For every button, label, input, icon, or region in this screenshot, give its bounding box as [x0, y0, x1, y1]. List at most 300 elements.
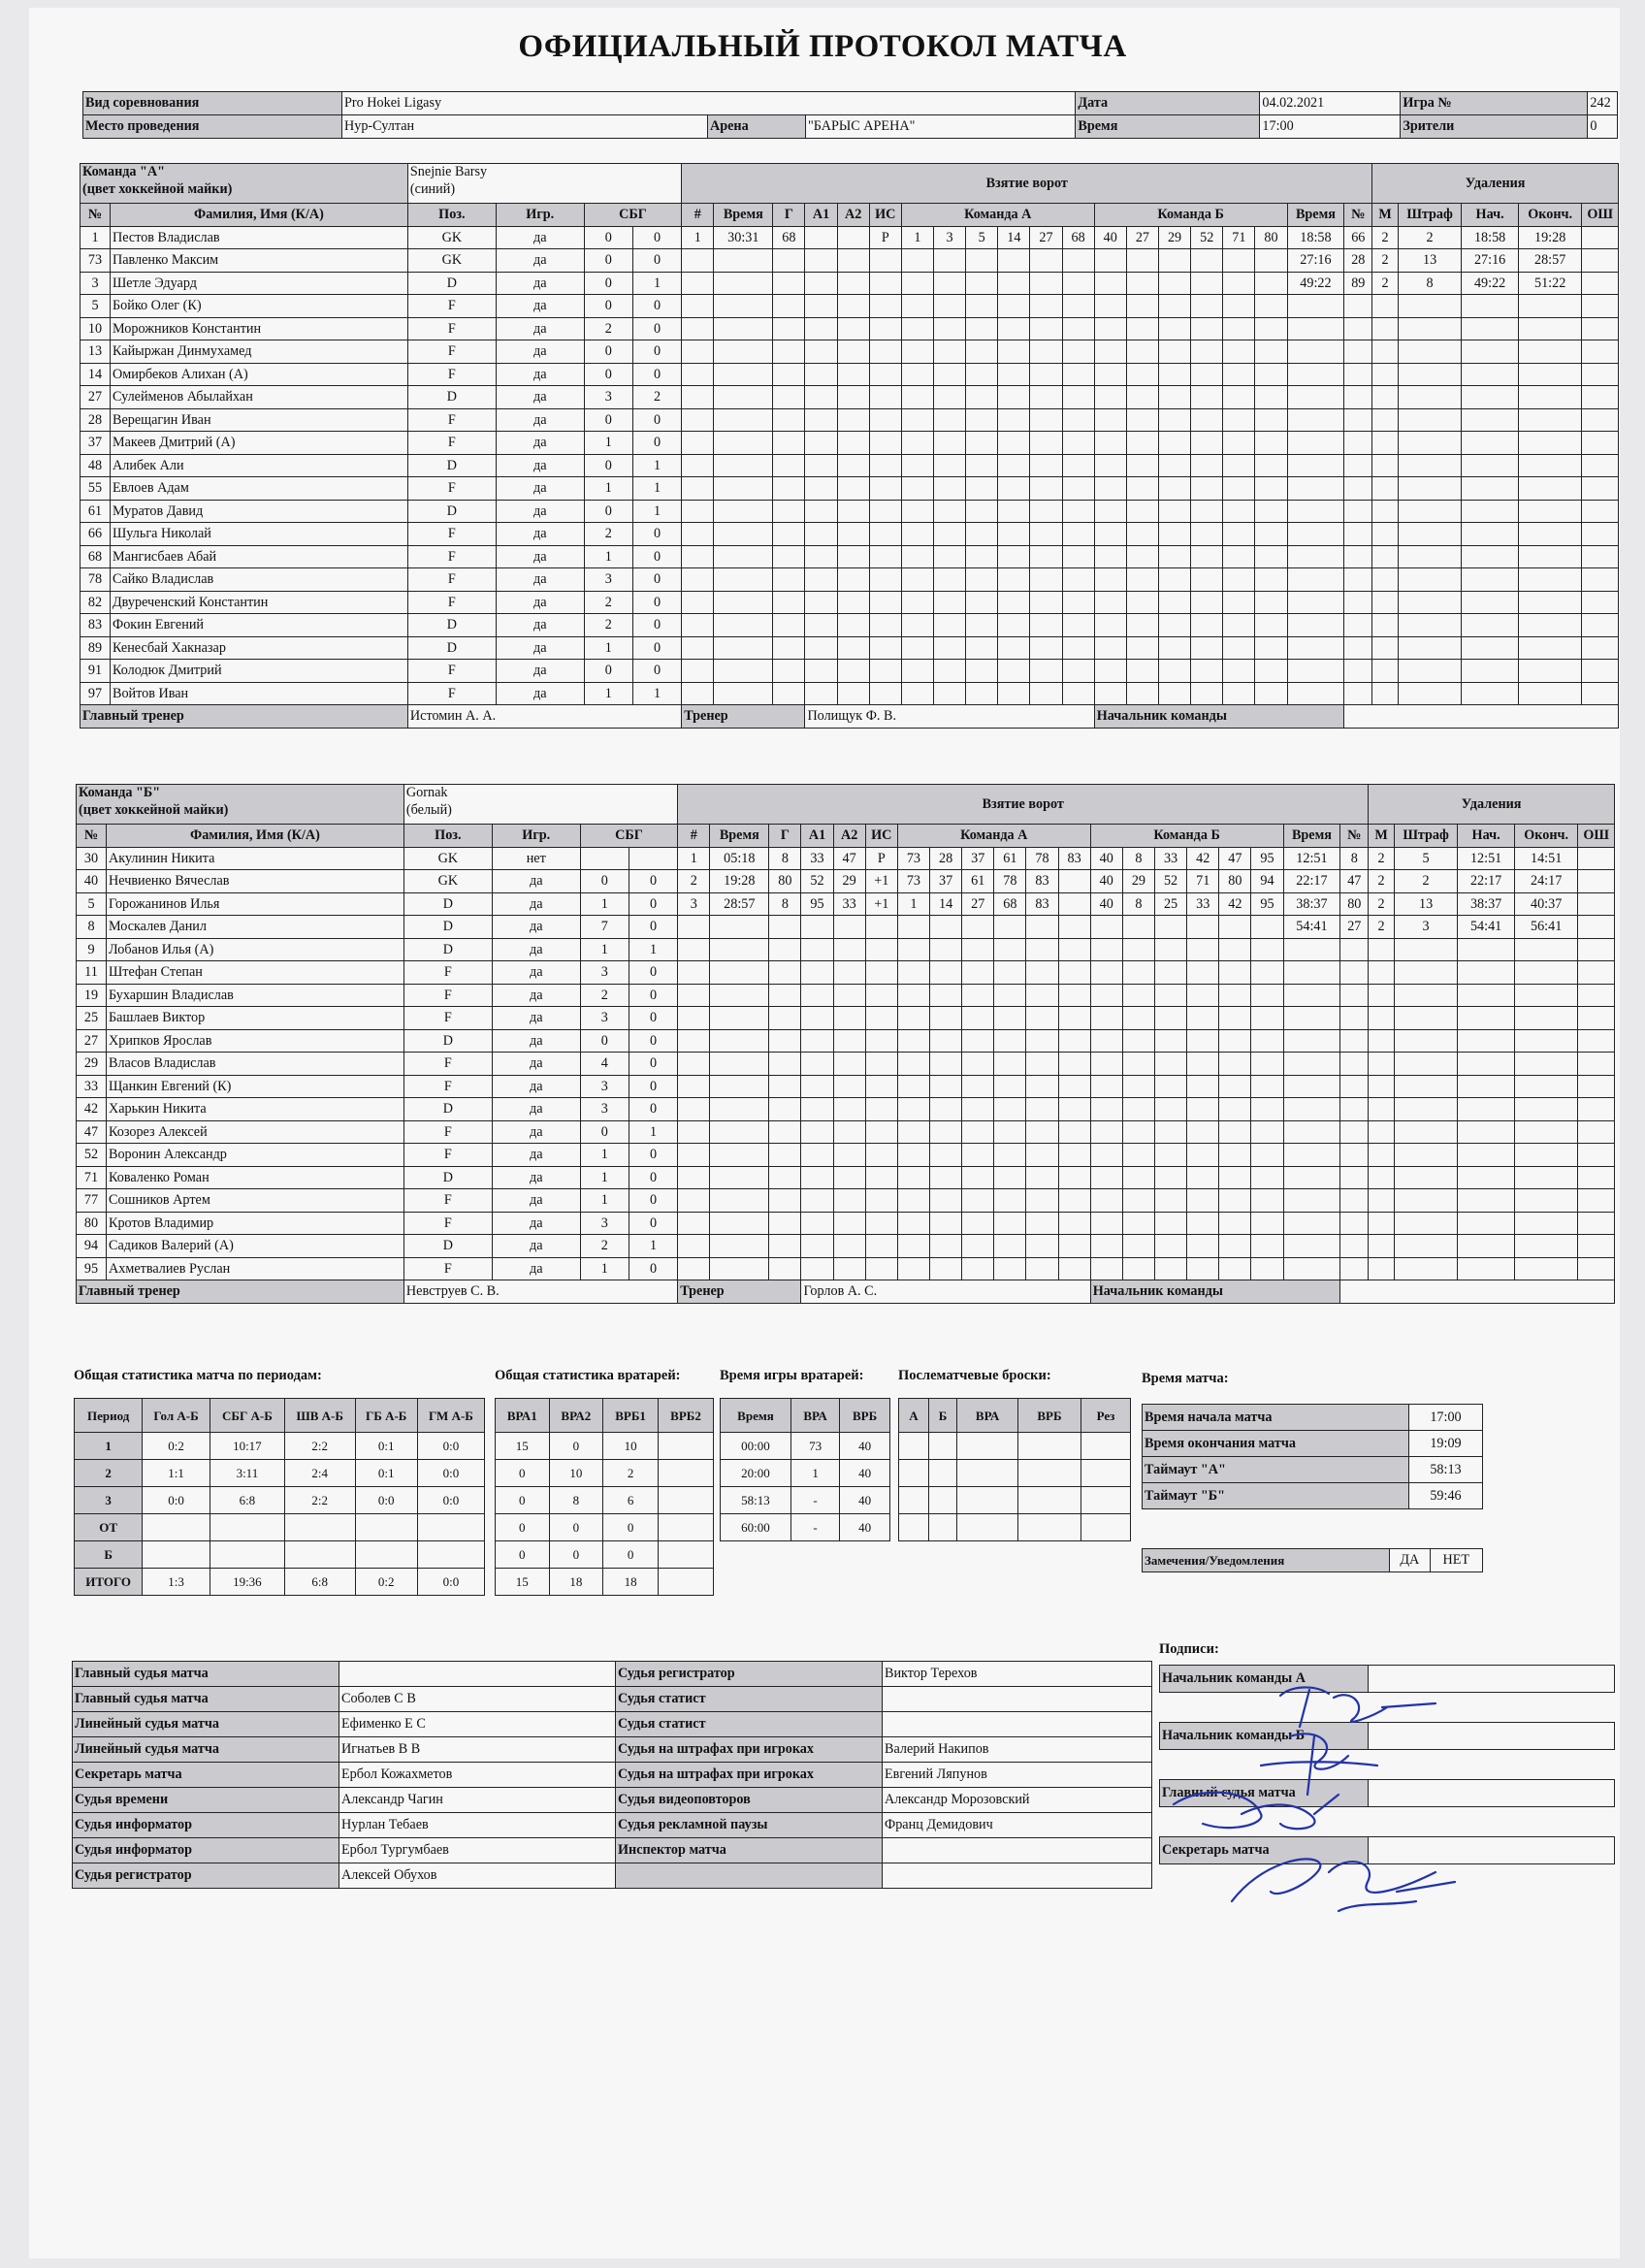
empty-cell	[837, 545, 869, 568]
empty-cell	[1219, 1075, 1251, 1098]
empty-cell	[966, 295, 998, 318]
empty-cell	[1283, 1189, 1340, 1213]
empty-cell	[1158, 636, 1190, 660]
period-stats-cell	[284, 1514, 355, 1541]
player-goals: 1	[632, 272, 681, 295]
empty-cell	[966, 591, 998, 614]
empty-cell	[1030, 295, 1062, 318]
player-name: Козорез Алексей	[107, 1120, 404, 1144]
empty-cell	[801, 1166, 833, 1189]
empty-cell	[1519, 477, 1582, 501]
empty-cell	[966, 614, 998, 637]
empty-cell	[1369, 961, 1395, 985]
empty-cell	[1122, 938, 1154, 961]
empty-cell	[1519, 363, 1582, 386]
player-position: F	[403, 1120, 492, 1144]
empty-cell	[1255, 386, 1287, 409]
player-played: да	[496, 386, 584, 409]
empty-cell	[1251, 1029, 1283, 1053]
spectators-label: Зрители	[1401, 115, 1588, 139]
goalie-stats-cell: 10	[603, 1433, 659, 1460]
empty-cell	[1158, 568, 1190, 592]
goalie-stats-cell: 0	[496, 1514, 550, 1541]
shootout-cell	[928, 1487, 956, 1514]
player-row	[77, 984, 1615, 1007]
penalty-num: 27	[1340, 916, 1369, 939]
empty-cell	[714, 249, 773, 273]
player-goals: 0	[629, 1029, 677, 1053]
empty-cell	[833, 1189, 865, 1213]
goalie-stats-cell: 0	[603, 1541, 659, 1569]
player-played: да	[496, 454, 584, 477]
player-shots: 2	[580, 1235, 629, 1258]
empty-cell	[1344, 591, 1372, 614]
empty-cell	[1090, 1029, 1122, 1053]
empty-cell	[1026, 1257, 1058, 1280]
empty-cell	[682, 272, 714, 295]
empty-cell	[1462, 682, 1519, 705]
empty-cell	[1398, 408, 1461, 432]
empty-cell	[1340, 1144, 1369, 1167]
match-time-label: Время окончания матча	[1143, 1431, 1409, 1457]
empty-cell	[678, 1144, 710, 1167]
player-number: 14	[81, 363, 111, 386]
player-row	[81, 317, 1619, 340]
player-shots: 0	[580, 1029, 629, 1053]
goalie-stats-cell: 8	[549, 1487, 603, 1514]
period-stats-cell: 1	[75, 1433, 143, 1460]
period-stats-cell: 2:2	[284, 1487, 355, 1514]
official-name: Игнатьев В В	[339, 1737, 616, 1763]
player-number: 9	[77, 938, 107, 961]
match-time-title: Время матча:	[1142, 1371, 1229, 1386]
empty-cell	[1578, 1029, 1615, 1053]
empty-cell	[1090, 1098, 1122, 1121]
empty-cell	[1287, 523, 1344, 546]
shootout-header: Рез	[1081, 1399, 1130, 1433]
empty-cell	[1191, 614, 1223, 637]
player-number: 68	[81, 545, 111, 568]
goalie-stats-row	[496, 1514, 714, 1541]
player-name: Войтов Иван	[111, 682, 408, 705]
player-row	[77, 1235, 1615, 1258]
empty-cell	[1398, 636, 1461, 660]
empty-cell	[1223, 636, 1255, 660]
empty-cell	[1372, 408, 1399, 432]
empty-cell	[1255, 340, 1287, 364]
empty-cell	[1582, 317, 1619, 340]
empty-cell	[1519, 454, 1582, 477]
empty-cell	[1062, 682, 1094, 705]
empty-cell	[773, 432, 805, 455]
empty-cell	[1090, 1235, 1122, 1258]
player-shots: 3	[584, 568, 632, 592]
empty-cell	[805, 408, 837, 432]
empty-cell	[869, 340, 901, 364]
empty-cell	[1398, 386, 1461, 409]
empty-cell	[1372, 340, 1399, 364]
empty-cell	[1344, 477, 1372, 501]
empty-cell	[966, 363, 998, 386]
player-shots: 1	[584, 682, 632, 705]
empty-cell	[994, 961, 1026, 985]
empty-cell	[1219, 961, 1251, 985]
col-team-b: Команда Б	[1090, 825, 1283, 848]
empty-cell	[773, 545, 805, 568]
empty-cell	[1094, 249, 1126, 273]
empty-cell	[1251, 1120, 1283, 1144]
empty-cell	[1458, 1007, 1515, 1030]
empty-cell	[710, 961, 769, 985]
empty-cell	[1251, 984, 1283, 1007]
player-position: F	[407, 545, 496, 568]
time-label: Время	[1076, 115, 1260, 139]
empty-cell	[1154, 1098, 1186, 1121]
goal-scorer: 8	[769, 847, 801, 870]
empty-cell	[930, 916, 962, 939]
empty-cell	[930, 938, 962, 961]
empty-cell	[1582, 545, 1619, 568]
shootout-header: Б	[928, 1399, 956, 1433]
goalie-stats-cell: 0	[496, 1460, 550, 1487]
empty-cell	[837, 317, 869, 340]
empty-cell	[1462, 363, 1519, 386]
empty-cell	[1030, 386, 1062, 409]
empty-cell	[1369, 1053, 1395, 1076]
player-number: 91	[81, 660, 111, 683]
player-shots: 1	[580, 1189, 629, 1213]
period-stats-cell	[210, 1514, 284, 1541]
period-stats-header: СБГ А-Б	[210, 1399, 284, 1433]
player-number: 3	[81, 272, 111, 295]
empty-cell	[930, 1144, 962, 1167]
empty-cell	[1094, 568, 1126, 592]
goalie-time-cell: 40	[840, 1514, 890, 1541]
empty-cell	[773, 317, 805, 340]
team-b-chief-label: Начальник команды	[1090, 1280, 1340, 1304]
empty-cell	[1372, 614, 1399, 637]
period-stats-cell: 1:3	[143, 1569, 210, 1596]
empty-cell	[1251, 1144, 1283, 1167]
empty-cell	[998, 432, 1030, 455]
empty-cell	[1191, 317, 1223, 340]
player-played: да	[496, 363, 584, 386]
empty-cell	[682, 454, 714, 477]
empty-cell	[1369, 1235, 1395, 1258]
empty-cell	[1287, 682, 1344, 705]
empty-cell	[833, 1075, 865, 1098]
empty-cell	[1255, 295, 1287, 318]
empty-cell	[837, 386, 869, 409]
empty-cell	[1519, 295, 1582, 318]
signatures-title: Подписи:	[1159, 1641, 1219, 1657]
empty-cell	[1251, 1235, 1283, 1258]
empty-cell	[1344, 363, 1372, 386]
empty-cell	[1340, 1029, 1369, 1053]
goal-assist-2: 29	[833, 870, 865, 893]
player-name: Омирбеков Алихан (А)	[111, 363, 408, 386]
shootout-table	[898, 1398, 1131, 1541]
empty-cell	[1090, 938, 1122, 961]
empty-cell	[1187, 1029, 1219, 1053]
empty-cell	[805, 317, 837, 340]
official-role: Судья информатор	[73, 1838, 339, 1863]
col-p-end: Оконч.	[1519, 204, 1582, 227]
empty-cell	[934, 432, 966, 455]
player-goals: 0	[632, 660, 681, 683]
empty-cell	[1582, 272, 1619, 295]
empty-cell	[1122, 984, 1154, 1007]
empty-cell	[1219, 916, 1251, 939]
goalie-time-cell: 1	[790, 1460, 839, 1487]
player-goals: 0	[632, 340, 681, 364]
empty-cell	[769, 1007, 801, 1030]
player-played: да	[496, 477, 584, 501]
empty-cell	[682, 249, 714, 273]
empty-cell	[1223, 386, 1255, 409]
period-stats-header: Гол А-Б	[143, 1399, 210, 1433]
player-name: Лобанов Илья (А)	[107, 938, 404, 961]
empty-cell	[1255, 477, 1287, 501]
empty-cell	[994, 1189, 1026, 1213]
empty-cell	[1462, 408, 1519, 432]
empty-cell	[1578, 1007, 1615, 1030]
empty-cell	[994, 1053, 1026, 1076]
goal-on-ice-a: 83	[1026, 892, 1058, 916]
empty-cell	[1578, 1120, 1615, 1144]
player-goals: 0	[632, 545, 681, 568]
official-role: Судья видеоповторов	[616, 1788, 883, 1813]
empty-cell	[773, 500, 805, 523]
empty-cell	[1191, 636, 1223, 660]
player-shots: 0	[580, 870, 629, 893]
penalty-num: 47	[1340, 870, 1369, 893]
player-shots: 0	[584, 363, 632, 386]
player-shots: 1	[584, 636, 632, 660]
player-row	[77, 1075, 1615, 1098]
goalie-time-header: ВРА	[790, 1399, 839, 1433]
empty-cell	[1158, 317, 1190, 340]
player-position: F	[407, 523, 496, 546]
empty-cell	[710, 938, 769, 961]
official-role: Линейный судья матча	[73, 1737, 339, 1763]
goalie-time-cell: 73	[790, 1433, 839, 1460]
empty-cell	[1158, 272, 1190, 295]
empty-cell	[1255, 249, 1287, 273]
empty-cell	[1458, 1212, 1515, 1235]
player-name: Щанкин Евгений (К)	[107, 1075, 404, 1098]
empty-cell	[769, 984, 801, 1007]
empty-cell	[998, 363, 1030, 386]
penalty-num: 89	[1344, 272, 1372, 295]
empty-cell	[1191, 295, 1223, 318]
player-position: F	[407, 477, 496, 501]
empty-cell	[805, 272, 837, 295]
goal-on-ice-a: 28	[930, 847, 962, 870]
empty-cell	[930, 1235, 962, 1258]
empty-cell	[934, 591, 966, 614]
empty-cell	[994, 1029, 1026, 1053]
empty-cell	[1462, 500, 1519, 523]
empty-cell	[869, 523, 901, 546]
player-row	[81, 386, 1619, 409]
empty-cell	[1344, 432, 1372, 455]
empty-cell	[1187, 938, 1219, 961]
period-stats-cell: 0:1	[355, 1433, 417, 1460]
player-shots: 0	[584, 454, 632, 477]
empty-cell	[1191, 660, 1223, 683]
goal-scorer: 8	[769, 892, 801, 916]
empty-cell	[1158, 660, 1190, 683]
empty-cell	[837, 660, 869, 683]
empty-cell	[1462, 317, 1519, 340]
goal-on-ice-b: 8	[1122, 847, 1154, 870]
empty-cell	[1090, 1257, 1122, 1280]
player-row	[77, 1212, 1615, 1235]
goal-on-ice-a: 78	[1026, 847, 1058, 870]
empty-cell	[1458, 1075, 1515, 1098]
empty-cell	[1062, 614, 1094, 637]
empty-cell	[1223, 682, 1255, 705]
empty-cell	[1372, 477, 1399, 501]
col-g-time: Время	[714, 204, 773, 227]
empty-cell	[1344, 660, 1372, 683]
empty-cell	[769, 1029, 801, 1053]
empty-cell	[1030, 272, 1062, 295]
period-stats-cell: 0:0	[143, 1487, 210, 1514]
penalty-time: 18:58	[1287, 226, 1344, 249]
goal-on-ice-a: 5	[966, 226, 998, 249]
player-position: GK	[403, 847, 492, 870]
empty-cell	[714, 317, 773, 340]
empty-cell	[682, 477, 714, 501]
player-played: да	[496, 317, 584, 340]
period-stats-cell: 1:1	[143, 1460, 210, 1487]
empty-cell	[901, 682, 933, 705]
player-shots: 3	[584, 386, 632, 409]
empty-cell	[833, 1235, 865, 1258]
empty-cell	[966, 408, 998, 432]
empty-cell	[1582, 614, 1619, 637]
empty-cell	[1578, 1212, 1615, 1235]
player-shots: 2	[580, 984, 629, 1007]
empty-cell	[1030, 636, 1062, 660]
col-team-b: Команда Б	[1094, 204, 1287, 227]
player-position: F	[403, 1257, 492, 1280]
empty-cell	[1519, 317, 1582, 340]
empty-cell	[1369, 984, 1395, 1007]
goal-on-ice-a: 37	[930, 870, 962, 893]
empty-cell	[1223, 340, 1255, 364]
empty-cell	[1394, 961, 1457, 985]
empty-cell	[1154, 916, 1186, 939]
empty-cell	[1578, 938, 1615, 961]
empty-cell	[773, 295, 805, 318]
empty-cell	[1158, 591, 1190, 614]
empty-cell	[1458, 1120, 1515, 1144]
spectators-value: 0	[1588, 115, 1618, 139]
empty-cell	[1223, 363, 1255, 386]
empty-cell	[994, 1075, 1026, 1098]
empty-cell	[1187, 1098, 1219, 1121]
player-position: F	[407, 295, 496, 318]
player-played: да	[492, 1166, 580, 1189]
empty-cell	[1283, 984, 1340, 1007]
goalie-time-cell: 40	[840, 1487, 890, 1514]
empty-cell	[1519, 432, 1582, 455]
period-stats-row	[75, 1460, 485, 1487]
empty-cell	[1030, 454, 1062, 477]
empty-cell	[966, 272, 998, 295]
team-b-coach: Невструев С. В.	[403, 1280, 677, 1304]
empty-cell	[1515, 1075, 1578, 1098]
empty-cell	[837, 614, 869, 637]
empty-cell	[1126, 454, 1158, 477]
empty-cell	[1255, 682, 1287, 705]
empty-cell	[998, 249, 1030, 273]
period-stats-header: Период	[75, 1399, 143, 1433]
empty-cell	[1283, 1098, 1340, 1121]
empty-cell	[1287, 363, 1344, 386]
empty-cell	[1094, 591, 1126, 614]
empty-cell	[1462, 636, 1519, 660]
player-shots: 4	[580, 1053, 629, 1076]
player-number: 13	[81, 340, 111, 364]
player-played: да	[496, 432, 584, 455]
empty-cell	[962, 1029, 994, 1053]
empty-cell	[1126, 432, 1158, 455]
empty-cell	[1187, 916, 1219, 939]
empty-cell	[678, 1120, 710, 1144]
empty-cell	[1462, 454, 1519, 477]
empty-cell	[1582, 295, 1619, 318]
empty-cell	[1283, 1235, 1340, 1258]
empty-cell	[1062, 249, 1094, 273]
empty-cell	[966, 386, 998, 409]
player-position: F	[407, 340, 496, 364]
col-g-is: ИС	[865, 825, 897, 848]
player-row	[77, 1120, 1615, 1144]
date-value: 04.02.2021	[1260, 92, 1401, 115]
player-shots: 0	[584, 660, 632, 683]
empty-cell	[1122, 961, 1154, 985]
empty-cell	[682, 500, 714, 523]
empty-cell	[1219, 1235, 1251, 1258]
empty-cell	[1582, 226, 1619, 249]
empty-cell	[1578, 892, 1615, 916]
official-name: Алексей Обухов	[339, 1863, 616, 1889]
period-stats-cell	[417, 1541, 484, 1569]
empty-cell	[1026, 961, 1058, 985]
player-shots: 2	[584, 614, 632, 637]
goalie-stats-header: ВРБ2	[659, 1399, 714, 1433]
empty-cell	[869, 636, 901, 660]
player-shots: 1	[580, 1144, 629, 1167]
empty-cell	[773, 523, 805, 546]
player-goals: 0	[629, 1257, 677, 1280]
penalty-m: 2	[1372, 226, 1399, 249]
empty-cell	[1398, 477, 1461, 501]
empty-cell	[1283, 1166, 1340, 1189]
empty-cell	[1090, 1166, 1122, 1189]
player-shots: 1	[584, 432, 632, 455]
empty-cell	[1283, 1075, 1340, 1098]
player-name: Харькин Никита	[107, 1098, 404, 1121]
empty-cell	[1394, 1075, 1457, 1098]
official-role: Судья рекламной паузы	[616, 1813, 883, 1838]
empty-cell	[1223, 408, 1255, 432]
empty-cell	[897, 916, 929, 939]
